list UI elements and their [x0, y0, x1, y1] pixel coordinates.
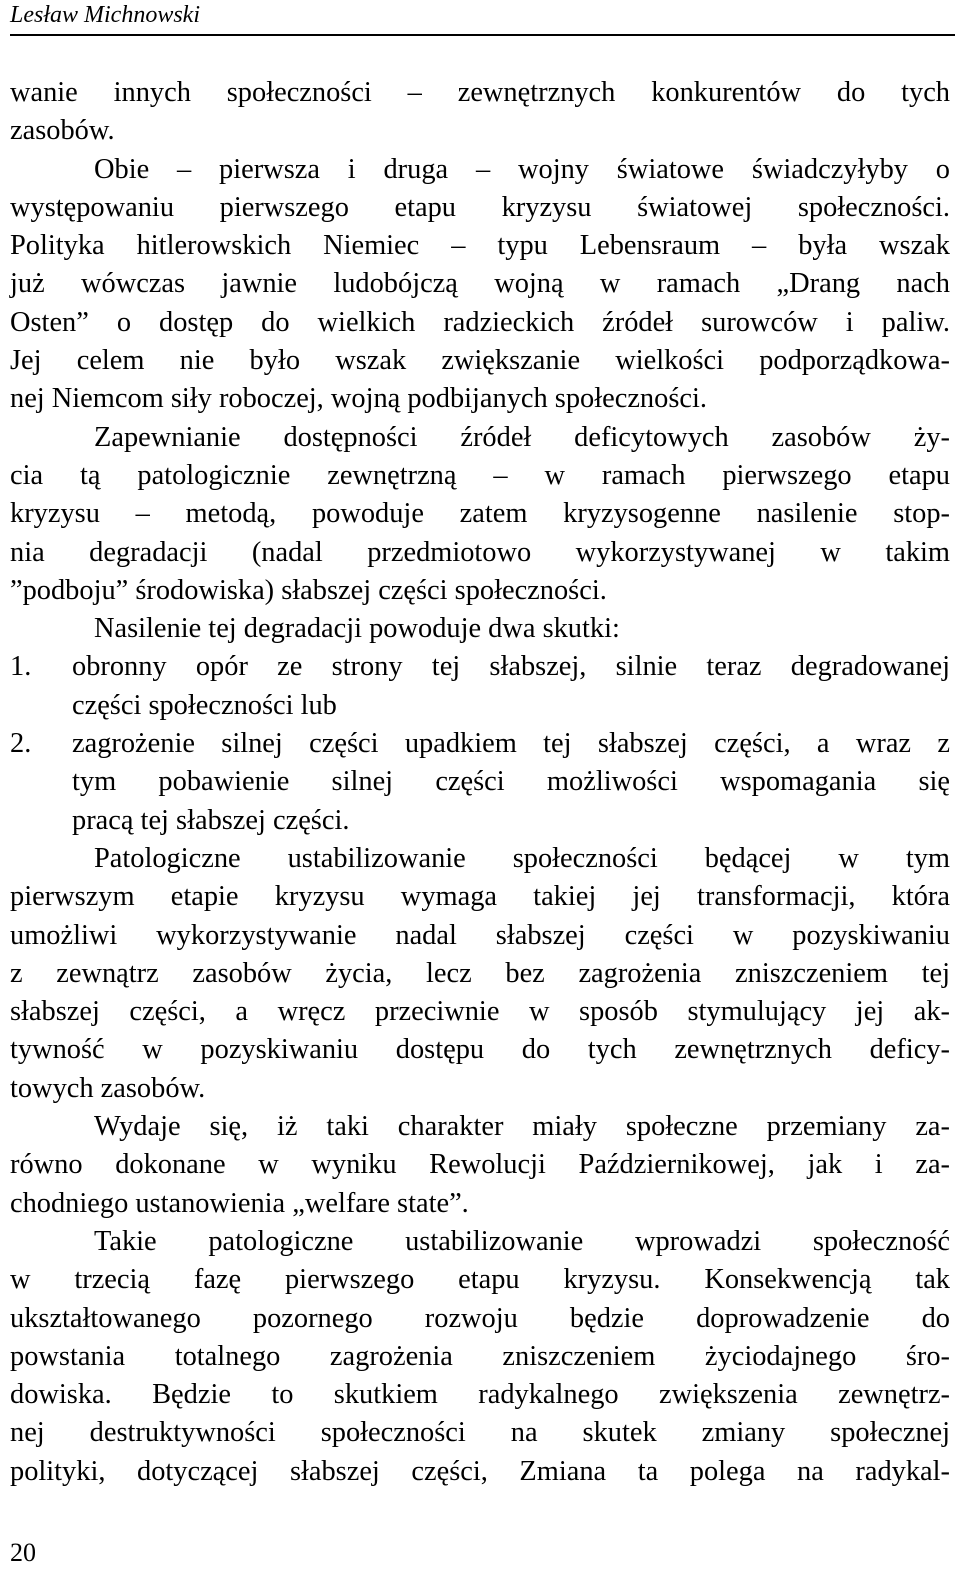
list-item-continuation: części społeczności lub — [72, 689, 337, 721]
text-line: wanie innych społeczności – zewnętrznych konkurentów do tych — [10, 77, 950, 108]
text-line: tywność w pozyskiwaniu dostępu do tych zewnętrznych deficy- — [10, 1034, 950, 1066]
list-item-continuation: pracą tej słabszej części. — [72, 804, 350, 836]
list-item — [10, 725, 950, 763]
text-line: Nasilenie tej degradacji powoduje dwa skutki: — [94, 613, 620, 645]
text-line: słabszej części, a wręcz przeciwnie w sposób stymulujący jej ak- — [10, 996, 950, 1028]
author-name: Lesław Michnowski — [10, 2, 200, 28]
list-item — [10, 648, 950, 686]
text-line: powstania totalnego zagrożenia zniszczeniem życiodajnego śro- — [10, 1340, 950, 1372]
text-line: towych zasobów. — [10, 1072, 206, 1104]
text-line: już wówczas jawnie ludobójczą wojną w ramach „Drang nach — [10, 268, 950, 300]
list-number: 2. — [10, 728, 32, 760]
text-line: występowaniu pierwszego etapu kryzysu światowej społeczności. — [10, 191, 950, 223]
text-line: Zapewnianie dostępności źródeł deficytowych zasobów ży- — [94, 421, 950, 453]
text-line: dowiska. Będzie to skutkiem radykalnego zwiększenia zewnętrz- — [10, 1379, 950, 1411]
text-line: Wydaje się, iż taki charakter miały społeczne przemiany za- — [94, 1111, 950, 1143]
text-line: Polityka hitlerowskich Niemiec – typu Lebensraum – była wszak — [10, 230, 950, 262]
body-text — [10, 74, 950, 1491]
text-line: chodniego ustanowienia „welfare state”. — [10, 1187, 469, 1219]
text-line: zasobów. — [10, 115, 115, 147]
text-line: równo dokonane w wyniku Rewolucji Październikowej, jak i za- — [10, 1149, 950, 1181]
text-line: nej destruktywności społeczności na skutek zmiany społecznej — [10, 1417, 950, 1449]
text-line: kryzysu – metodą, powoduje zatem kryzysogenne nasilenie stop- — [10, 498, 950, 530]
text-line: Obie – pierwsza i druga – wojny światowe świadczyłyby o — [94, 153, 950, 185]
text-line: Takie patologiczne ustabilizowanie wprowadzi społeczność — [94, 1225, 950, 1257]
list-item-text: obronny opór ze strony tej słabszej, silnie teraz degradowanej — [72, 651, 950, 683]
text-line: umożliwi wykorzystywanie nadal słabszej części w pozyskiwaniu — [10, 919, 950, 951]
text-line: ”podboju” środowiska) słabszej części społeczności. — [10, 574, 607, 606]
page-number: 20 — [10, 1538, 36, 1567]
text-line: Osten” o dostęp do wielkich radzieckich źródeł surowców i paliw. — [10, 306, 950, 338]
list-number: 1. — [10, 651, 32, 683]
text-line: pierwszym etapie kryzysu wymaga takiej jej transformacji, która — [10, 881, 950, 913]
text-line: polityki, dotyczącej słabszej części, Zmiana ta polega na radykal- — [10, 1455, 950, 1487]
running-header — [10, 0, 955, 36]
text-line: nia degradacji (nadal przedmiotowo wykorzystywanej w takim — [10, 536, 950, 568]
text-line: nej Niemcom siły roboczej, wojną podbijanych społeczności. — [10, 383, 707, 415]
list-item-text: zagrożenie silnej części upadkiem tej słabszej części, a wraz z — [72, 728, 950, 760]
list-item-continuation: tym pobawienie silnej części możliwości wspomagania się — [72, 766, 950, 798]
text-line: Jej celem nie było wszak zwiększanie wielkości podporządkowa- — [10, 345, 950, 377]
text-line: w trzecią fazę pierwszego etapu kryzysu. Konsekwencją tak — [10, 1264, 950, 1296]
text-line: z zewnątrz zasobów życia, lecz bez zagrożenia zniszczeniem tej — [10, 957, 950, 989]
text-line: Patologiczne ustabilizowanie społeczności będącej w tym — [94, 842, 950, 874]
text-line: cia tą patologicznie zewnętrzną – w ramach pierwszego etapu — [10, 459, 950, 491]
text-line: ukształtowanego pozornego rozwoju będzie doprowadzenie do — [10, 1302, 950, 1334]
